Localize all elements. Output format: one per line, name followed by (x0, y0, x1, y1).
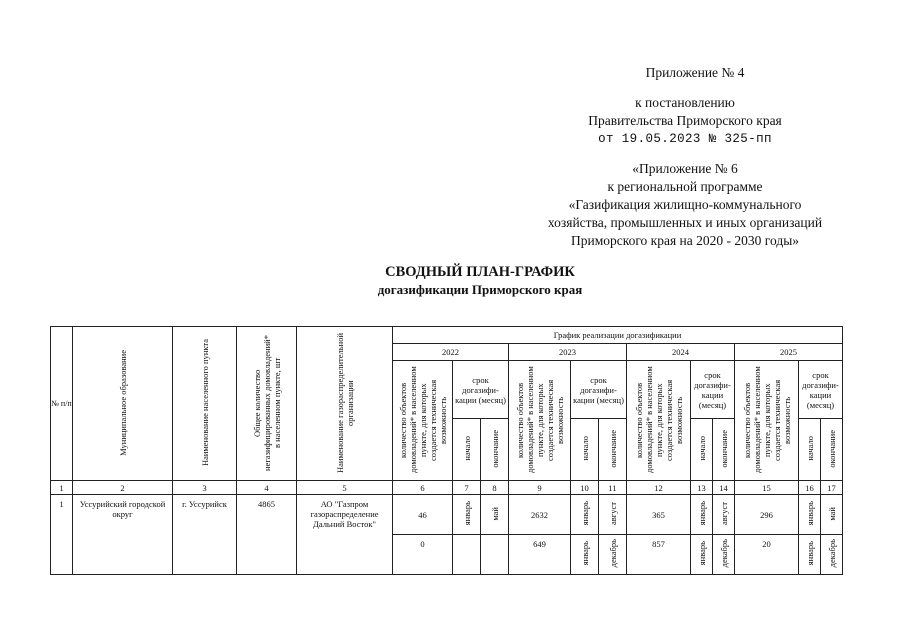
header-term-2023: срок догазифи-кации (месяц) (571, 361, 627, 419)
cell-count-2023: 2632 (509, 495, 571, 535)
header-start: начало (799, 419, 821, 481)
cell-end-2022: май (481, 495, 509, 535)
col-number: 5 (297, 481, 393, 495)
header-end: окончание (713, 419, 735, 481)
cell-settlement: г. Уссурийск (173, 495, 237, 575)
cell-total: 4865 (237, 495, 297, 575)
cell-municipality: Уссурийский городской округ (73, 495, 173, 575)
header-term-2025: срок догазифи-кации (месяц) (799, 361, 843, 419)
document-title (300, 263, 660, 298)
appendix-line: Приложение № 4 (645, 65, 745, 80)
appendix-block (520, 64, 850, 250)
cell-end-2023: декабрь (599, 535, 627, 575)
cell-start-2024: январь (691, 495, 713, 535)
header-end: окончание (481, 419, 509, 481)
appendix-line: хозяйства, промышленных и иных организаций (547, 215, 823, 230)
col-number: 1 (51, 481, 73, 495)
col-number: 3 (173, 481, 237, 495)
cell-start-2024: январь (691, 535, 713, 575)
appendix-line: Приморского края на 2020 - 2030 годы» (570, 233, 800, 248)
cell-count-2022: 46 (393, 495, 453, 535)
cell-start-2023: январь (571, 535, 599, 575)
title-sub: догазификации Приморского края (377, 282, 583, 297)
header-start: начало (453, 419, 481, 481)
cell-start-2025: январь (799, 495, 821, 535)
cell-start-2025: январь (799, 535, 821, 575)
column-number-row (51, 481, 843, 495)
cell-count-2022: 0 (393, 535, 453, 575)
header-end: окончание (821, 419, 843, 481)
cell-end-2024: август (713, 495, 735, 535)
col-number: 13 (691, 481, 713, 495)
cell-count-2024: 365 (627, 495, 691, 535)
header-count-2024: количество объектов домовладений* в населенном пункте, для которых создается техническая возможность (627, 361, 691, 481)
header-year-2022: 2022 (393, 344, 509, 361)
cell-count-2024: 857 (627, 535, 691, 575)
appendix-line: Правительства Приморского края (588, 113, 782, 128)
appendix-line: «Газификация жилищно-коммунального (568, 197, 802, 212)
header-end: окончание (599, 419, 627, 481)
header-start: начало (571, 419, 599, 481)
col-number: 16 (799, 481, 821, 495)
col-number: 11 (599, 481, 627, 495)
header-year-2024: 2024 (627, 344, 735, 361)
col-number: 14 (713, 481, 735, 495)
header-schedule: График реализации догазификации (393, 327, 843, 344)
col-number: 8 (481, 481, 509, 495)
col-number: 4 (237, 481, 297, 495)
header-settlement: Наименование населенного пункта (173, 327, 237, 481)
cell-org: АО "Газпром газораспределение Дальний Восток" (297, 495, 393, 575)
table-row (51, 495, 843, 535)
header-num: № п/п (51, 327, 73, 481)
header-count-2025: количество объектов домовладений* в населенном пункте, для которых создается техническая возможность (735, 361, 799, 481)
header-total: Общее количество негазифицированных домовладений* в населенном пункте, шт (237, 327, 297, 481)
cell-end-2023: август (599, 495, 627, 535)
appendix-line: к региональной программе (607, 179, 763, 194)
col-number: 17 (821, 481, 843, 495)
col-number: 15 (735, 481, 799, 495)
header-start: начало (691, 419, 713, 481)
col-number: 10 (571, 481, 599, 495)
appendix-line: к постановлению (635, 95, 735, 110)
cell-end-2022 (481, 535, 509, 575)
title-main: СВОДНЫЙ ПЛАН-ГРАФИК (385, 264, 575, 280)
cell-count-2023: 649 (509, 535, 571, 575)
header-term-2022: срок догазифи-кации (месяц) (453, 361, 509, 419)
col-number: 6 (393, 481, 453, 495)
cell-end-2025: май (821, 495, 843, 535)
decree-date-number: от 19.05.2023 № 325-пп (598, 132, 772, 146)
header-count-2023: количество объектов домовладений* в населенном пункте, для которых создается техническая возможность (509, 361, 571, 481)
col-number: 7 (453, 481, 481, 495)
cell-count-2025: 20 (735, 535, 799, 575)
header-year-2025: 2025 (735, 344, 843, 361)
header-count-2022: количество объектов домовладений* в населенном пункте, для которых создается техническая возможность (393, 361, 453, 481)
col-number: 2 (73, 481, 173, 495)
cell-start-2022: январь (453, 495, 481, 535)
header-municipality: Муниципальное образование (73, 327, 173, 481)
cell-end-2025: декабрь (821, 535, 843, 575)
header-term-2024: срок догазифи-кации (месяц) (691, 361, 735, 419)
header-year-2023: 2023 (509, 344, 627, 361)
cell-start-2023: январь (571, 495, 599, 535)
col-number: 9 (509, 481, 571, 495)
appendix-line: «Приложение № 6 (632, 161, 738, 176)
cell-num: 1 (51, 495, 73, 575)
cell-start-2022 (453, 535, 481, 575)
col-number: 12 (627, 481, 691, 495)
header-org: Наименование газораспределительной организации (297, 327, 393, 481)
cell-count-2025: 296 (735, 495, 799, 535)
cell-end-2024: декабрь (713, 535, 735, 575)
plan-table (50, 326, 843, 575)
